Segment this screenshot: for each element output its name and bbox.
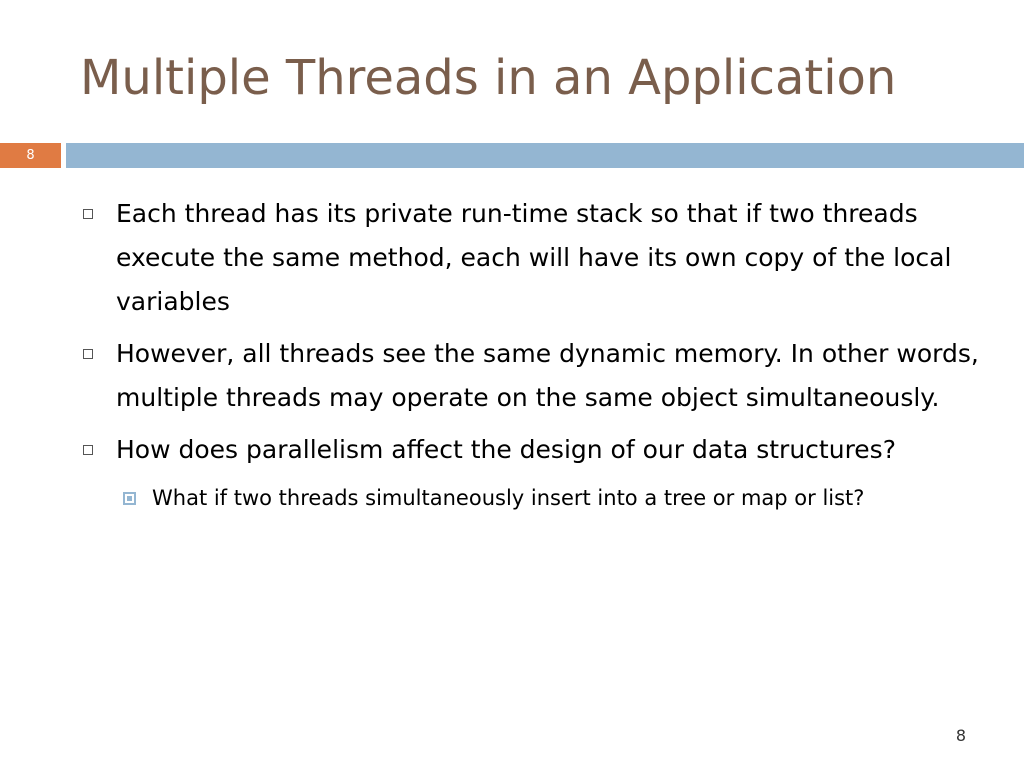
header-band-slide-number: 8 — [0, 143, 61, 168]
hollow-square-bullet-icon — [83, 209, 93, 219]
bullet-item — [80, 192, 980, 324]
hollow-square-bullet-icon — [83, 445, 93, 455]
header-band-bar — [66, 143, 1024, 168]
bullet-item — [80, 332, 980, 420]
filled-square-bullet-icon — [123, 492, 136, 505]
sub-bullet-item — [80, 480, 980, 516]
slide-title: Multiple Threads in an Application — [80, 50, 897, 106]
hollow-square-bullet-icon — [83, 349, 93, 359]
page-number: 8 — [955, 726, 966, 745]
bullet-text: How does parallelism affect the design of our data structures? — [116, 435, 896, 464]
bullet-item — [80, 428, 980, 472]
sub-bullet-text: What if two threads simultaneously insert into a tree or map or list? — [152, 486, 865, 510]
slide-content — [80, 192, 980, 516]
bullet-text: However, all threads see the same dynamic memory. In other words, multiple threads may operate on the same object simultaneously. — [116, 339, 979, 412]
bullet-text: Each thread has its private run-time stack so that if two threads execute the same method, each will have its own copy of the local variables — [116, 199, 952, 316]
